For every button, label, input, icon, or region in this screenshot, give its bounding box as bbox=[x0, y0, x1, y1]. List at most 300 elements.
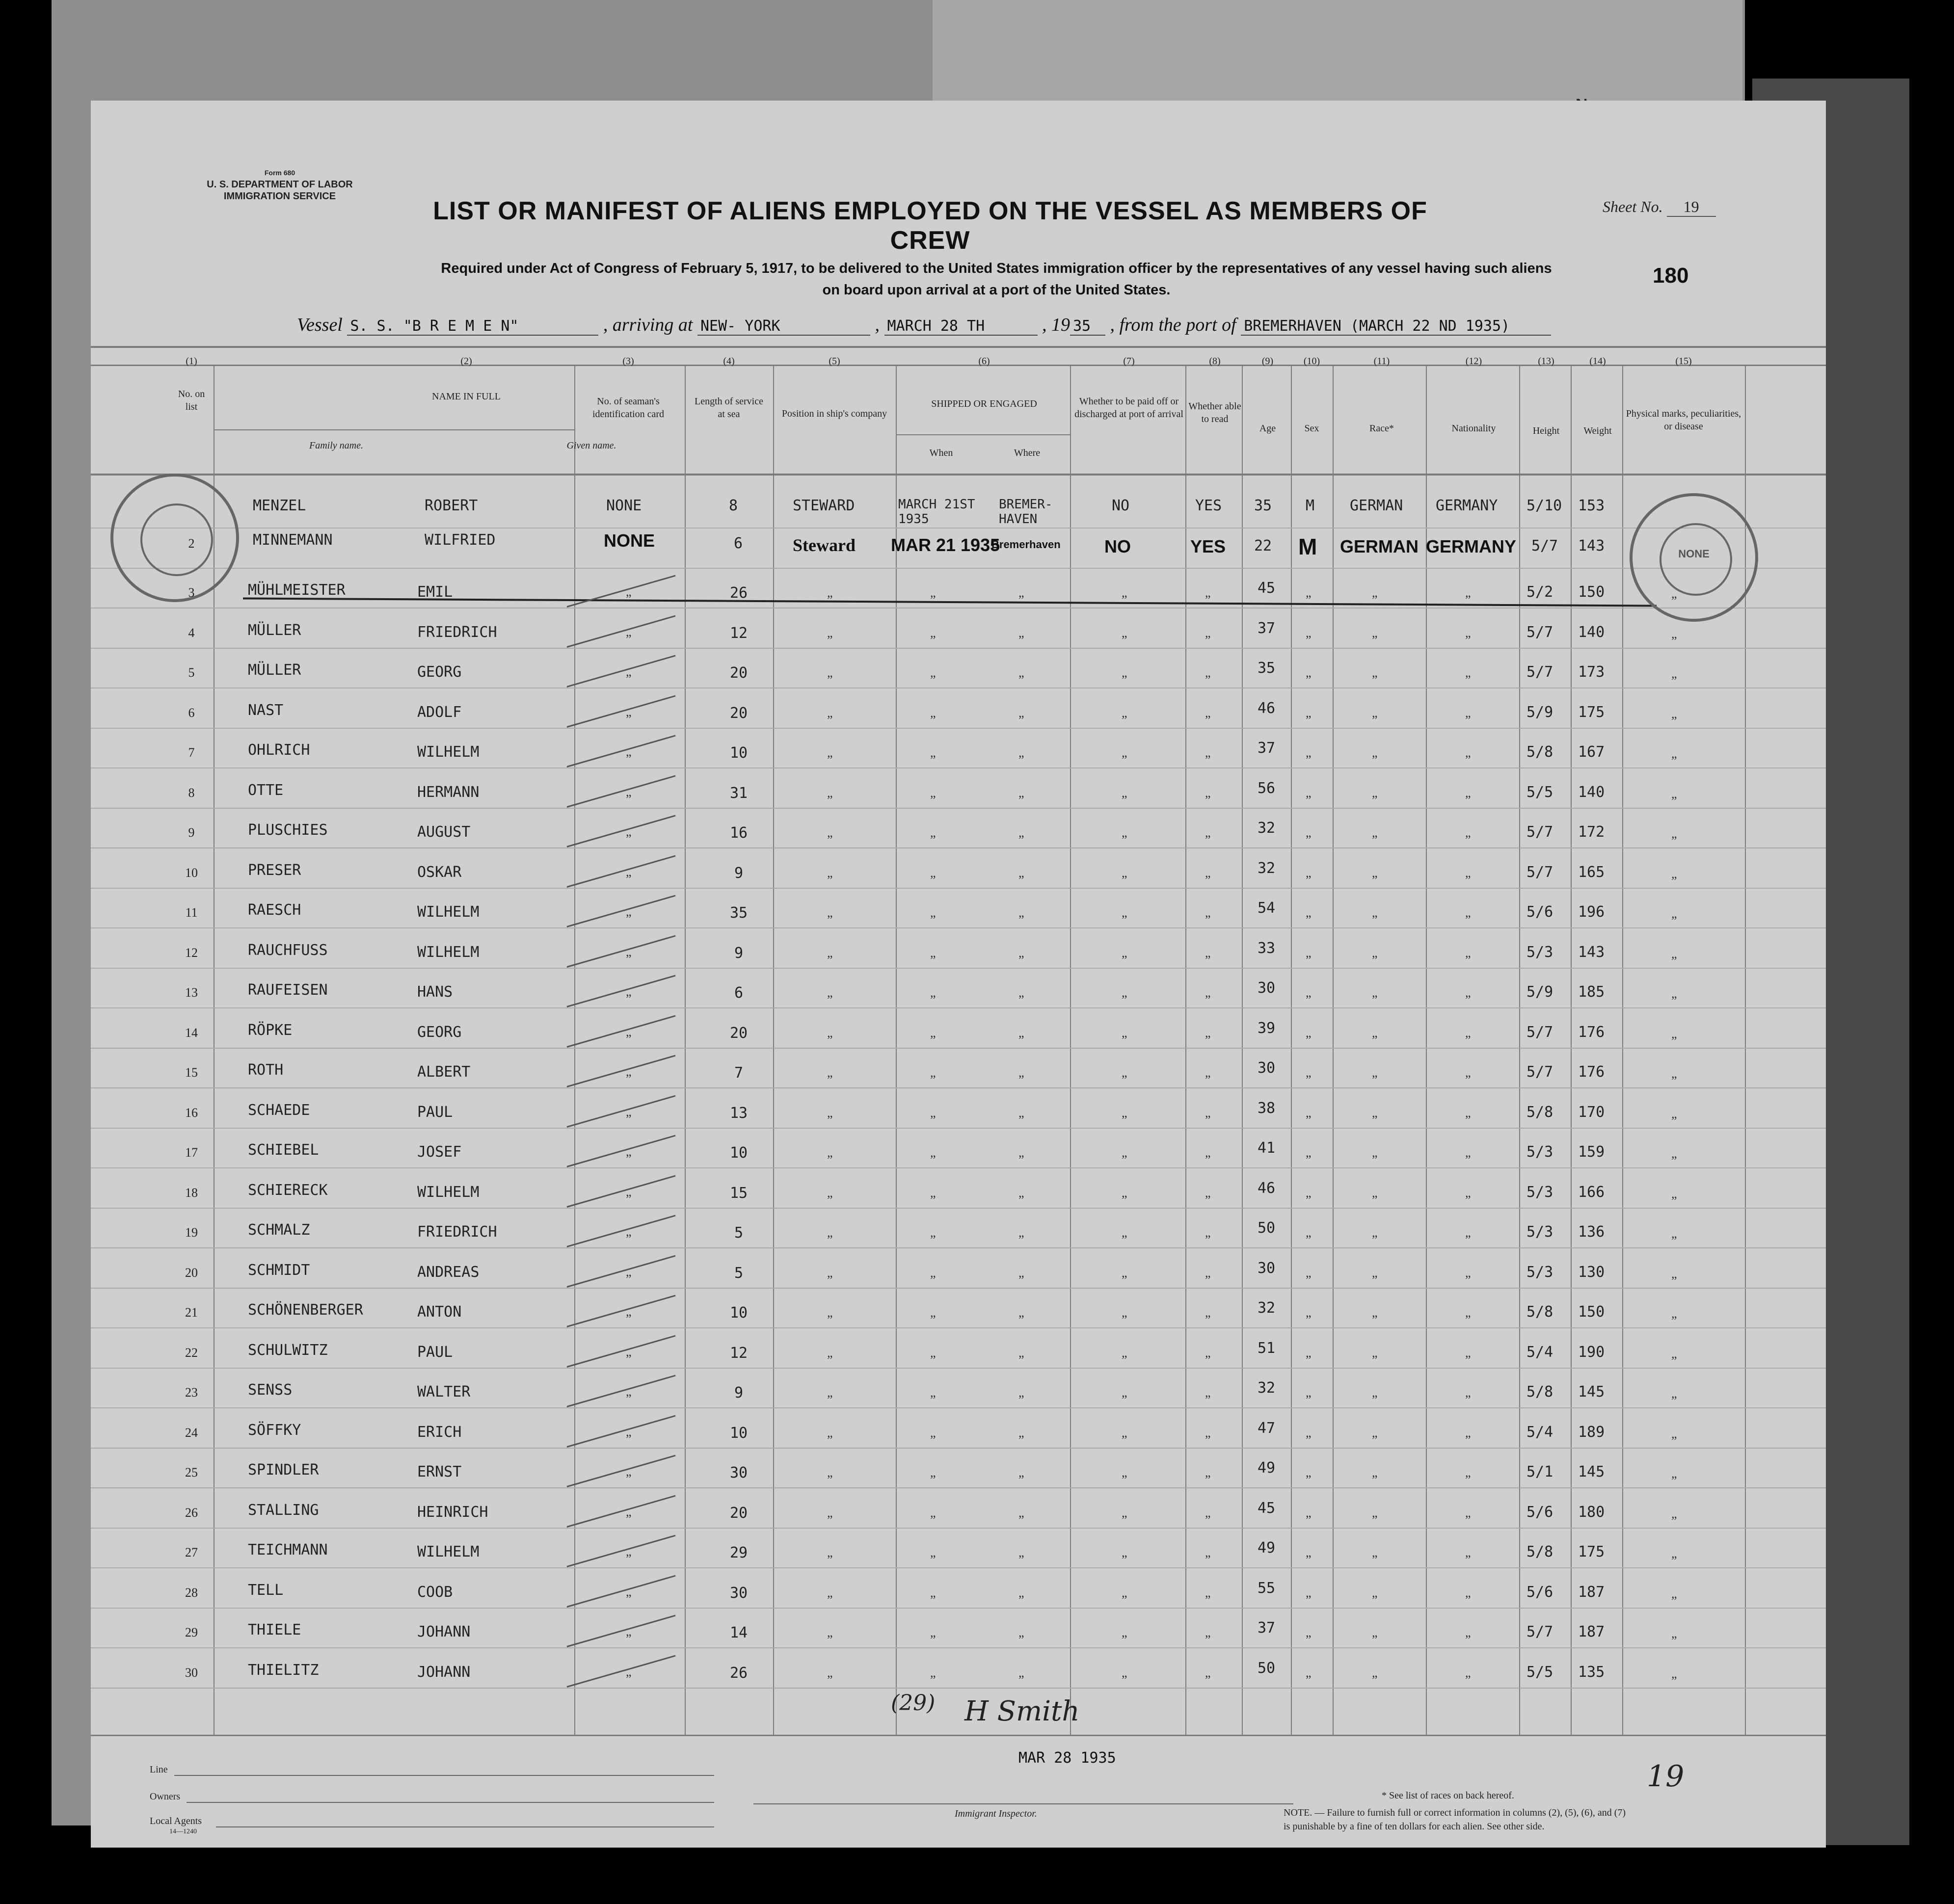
card-ditto: „ bbox=[626, 1024, 632, 1039]
service-length: 10 bbox=[729, 1144, 748, 1162]
weight: 176 bbox=[1578, 1023, 1605, 1041]
struck-nationality: GERMANY bbox=[1436, 497, 1498, 514]
paid-ditto: „ bbox=[1122, 1345, 1127, 1360]
where-ditto: „ bbox=[1018, 745, 1024, 760]
col12-header: Nationality bbox=[1451, 423, 1496, 434]
family-name: MÜLLER bbox=[248, 661, 301, 679]
manifest-sheet bbox=[91, 101, 1826, 1848]
height: 5/8 bbox=[1526, 1103, 1553, 1121]
sex-ditto: „ bbox=[1306, 985, 1312, 1000]
marks-ditto: „ bbox=[1671, 626, 1677, 641]
sex-ditto: „ bbox=[1306, 1145, 1312, 1160]
service-length: 20 bbox=[729, 1024, 748, 1042]
marks-ditto: „ bbox=[1671, 1626, 1677, 1640]
race-ditto: „ bbox=[1372, 585, 1378, 600]
family-name: NAST bbox=[248, 701, 284, 719]
weight: 187 bbox=[1578, 1623, 1605, 1640]
marks-ditto: „ bbox=[1671, 1226, 1677, 1241]
row-line bbox=[91, 1208, 1826, 1209]
marks-ditto: „ bbox=[1671, 1266, 1677, 1281]
service-length: 31 bbox=[729, 784, 748, 802]
race: GERMAN bbox=[1340, 536, 1419, 556]
sheet-number-value: 19 bbox=[1667, 198, 1716, 217]
row-number: 14 bbox=[185, 1025, 198, 1040]
service-length: 13 bbox=[729, 1104, 748, 1122]
where-ditto: „ bbox=[1018, 1305, 1024, 1320]
family-name: SPINDLER bbox=[248, 1461, 319, 1479]
service-length: 15 bbox=[729, 1184, 748, 1202]
row-line bbox=[91, 1647, 1826, 1648]
nationality-ditto: „ bbox=[1465, 1185, 1471, 1200]
card-ditto: „ bbox=[626, 584, 632, 599]
given-name: WILHELM bbox=[417, 1183, 480, 1201]
height: 5/3 bbox=[1526, 1223, 1553, 1241]
family-name: RÖPKE bbox=[248, 1021, 293, 1039]
race-ditto: „ bbox=[1372, 1385, 1378, 1400]
read-ditto: „ bbox=[1205, 1345, 1211, 1360]
card-pencil-stroke bbox=[567, 575, 676, 608]
service-length: 35 bbox=[729, 904, 748, 922]
where-ditto: „ bbox=[1018, 905, 1024, 920]
paid-ditto: „ bbox=[1122, 1145, 1127, 1160]
sex-ditto: „ bbox=[1306, 1265, 1312, 1280]
when-ditto: „ bbox=[930, 945, 936, 960]
marks-ditto: „ bbox=[1671, 1026, 1677, 1041]
card-pencil-stroke bbox=[567, 615, 676, 647]
given-name: WILHELM bbox=[417, 743, 480, 761]
when-ditto: „ bbox=[930, 1425, 936, 1440]
marks-ditto: „ bbox=[1671, 786, 1677, 801]
marks-ditto: „ bbox=[1671, 1346, 1677, 1361]
marks-ditto: „ bbox=[1671, 866, 1677, 881]
card-ditto: „ bbox=[626, 864, 632, 879]
row-number: 24 bbox=[185, 1425, 198, 1440]
family-name: ROTH bbox=[248, 1061, 284, 1079]
row-line bbox=[91, 927, 1826, 928]
nationality-ditto: „ bbox=[1465, 745, 1471, 760]
when-ditto: „ bbox=[930, 625, 936, 640]
where-ditto: „ bbox=[1018, 1505, 1024, 1520]
weight: 140 bbox=[1578, 783, 1605, 801]
column-divider bbox=[896, 366, 897, 1735]
position-ditto: „ bbox=[827, 665, 833, 680]
when-ditto: „ bbox=[930, 1505, 936, 1520]
card-pencil-stroke bbox=[567, 1015, 676, 1047]
row-number: 30 bbox=[185, 1665, 198, 1680]
family-name: STALLING bbox=[248, 1501, 319, 1519]
row-number: 12 bbox=[185, 945, 198, 960]
struck-read: YES bbox=[1195, 497, 1222, 514]
when-ditto: „ bbox=[930, 1545, 936, 1560]
when-ditto: „ bbox=[930, 1145, 936, 1160]
given-name: HERMANN bbox=[417, 783, 480, 801]
weight: 166 bbox=[1578, 1183, 1605, 1201]
nationality-ditto: „ bbox=[1465, 825, 1471, 840]
row-line bbox=[91, 1087, 1826, 1088]
marks-ditto: „ bbox=[1671, 1186, 1677, 1201]
family-name: SCHULWITZ bbox=[248, 1341, 328, 1359]
shipped-where: Bremerhaven bbox=[991, 538, 1061, 551]
read-ditto: „ bbox=[1205, 665, 1211, 680]
given-name: ERICH bbox=[417, 1423, 462, 1441]
family-name: OTTE bbox=[248, 781, 284, 799]
position: Steward bbox=[793, 535, 856, 555]
card-ditto: „ bbox=[626, 824, 632, 839]
row-line bbox=[91, 1688, 1826, 1689]
sex-ditto: „ bbox=[1306, 1625, 1312, 1640]
card-ditto: „ bbox=[626, 1384, 632, 1399]
struck-card: NONE bbox=[606, 497, 642, 514]
weight: 165 bbox=[1578, 863, 1605, 881]
struck-where: BREMER- HAVEN bbox=[999, 497, 1053, 527]
read-ditto: „ bbox=[1205, 1225, 1211, 1240]
paid-ditto: „ bbox=[1122, 825, 1127, 840]
row-number: 22 bbox=[185, 1345, 198, 1360]
paid-ditto: „ bbox=[1122, 1265, 1127, 1280]
card-pencil-stroke bbox=[567, 655, 676, 688]
marks-ditto: „ bbox=[1671, 586, 1677, 601]
given-name: AUGUST bbox=[417, 823, 471, 841]
weight: 170 bbox=[1578, 1103, 1605, 1121]
column-divider bbox=[1571, 366, 1572, 1735]
position-ditto: „ bbox=[827, 1625, 833, 1640]
weight: 140 bbox=[1578, 623, 1605, 641]
height: 5/3 bbox=[1526, 1183, 1553, 1201]
card-ditto: „ bbox=[626, 1184, 632, 1199]
read-ditto: „ bbox=[1205, 1585, 1211, 1600]
weight: 190 bbox=[1578, 1343, 1605, 1361]
row-number: 21 bbox=[185, 1305, 198, 1320]
given-name: JOHANN bbox=[417, 1663, 471, 1681]
row-number: 6 bbox=[188, 705, 195, 720]
col8-number: (8) bbox=[1209, 356, 1221, 367]
sex-ditto: „ bbox=[1306, 745, 1312, 760]
race-ditto: „ bbox=[1372, 1545, 1378, 1560]
race-note: * See list of races on back hereof. bbox=[1382, 1790, 1514, 1801]
age: 56 bbox=[1257, 779, 1276, 797]
row-number: 11 bbox=[185, 905, 198, 920]
background-sheet-top bbox=[933, 0, 1742, 118]
row-number: 26 bbox=[185, 1505, 198, 1520]
when-ditto: „ bbox=[930, 745, 936, 760]
column-divider bbox=[1622, 366, 1623, 1735]
position-ditto: „ bbox=[827, 1185, 833, 1200]
weight: 175 bbox=[1578, 703, 1605, 721]
when-ditto: „ bbox=[930, 585, 936, 600]
where-ditto: „ bbox=[1018, 585, 1024, 600]
struck-paid: NO bbox=[1112, 497, 1130, 514]
position-ditto: „ bbox=[827, 1385, 833, 1400]
line-field bbox=[174, 1775, 714, 1776]
read-ditto: „ bbox=[1205, 705, 1211, 720]
paid-ditto: „ bbox=[1122, 1665, 1127, 1680]
given-name: WILHELM bbox=[417, 943, 480, 961]
where-ditto: „ bbox=[1018, 785, 1024, 800]
column-divider bbox=[773, 366, 774, 1735]
where-ditto: „ bbox=[1018, 1025, 1024, 1040]
height: 5/7 bbox=[1526, 823, 1553, 841]
age: 33 bbox=[1257, 939, 1276, 957]
row-number: 28 bbox=[185, 1585, 198, 1600]
col7-header: Whether to be paid off or discharged at port of arrival bbox=[1074, 396, 1183, 420]
paid-ditto: „ bbox=[1122, 945, 1127, 960]
weight: 145 bbox=[1578, 1463, 1605, 1481]
given-name: HANS bbox=[417, 983, 453, 1001]
height: 5/4 bbox=[1526, 1343, 1553, 1361]
card-ditto: „ bbox=[626, 1504, 632, 1519]
paid-ditto: „ bbox=[1122, 585, 1127, 600]
service-length: 12 bbox=[729, 1344, 748, 1362]
row-line bbox=[91, 528, 1826, 529]
read-ditto: „ bbox=[1205, 1265, 1211, 1280]
where-ditto: „ bbox=[1018, 1585, 1024, 1600]
nationality-ditto: „ bbox=[1465, 905, 1471, 920]
height: 5/5 bbox=[1526, 783, 1553, 801]
position-ditto: „ bbox=[827, 1025, 833, 1040]
age: 51 bbox=[1257, 1339, 1276, 1357]
read-ditto: „ bbox=[1205, 1185, 1211, 1200]
card-pencil-stroke bbox=[567, 1455, 676, 1487]
race-ditto: „ bbox=[1372, 1625, 1378, 1640]
card-ditto: „ bbox=[626, 784, 632, 799]
height: 5/8 bbox=[1526, 1383, 1553, 1401]
age: 32 bbox=[1257, 820, 1276, 837]
weight: 173 bbox=[1578, 663, 1605, 681]
paid-ditto: „ bbox=[1122, 625, 1127, 640]
card-ditto: „ bbox=[626, 1344, 632, 1359]
race-ditto: „ bbox=[1372, 1065, 1378, 1080]
row-line bbox=[91, 1368, 1826, 1369]
where-ditto: „ bbox=[1018, 825, 1024, 840]
col12-number: (12) bbox=[1465, 356, 1482, 367]
row-line bbox=[91, 1007, 1826, 1008]
given-name: ADOLF bbox=[417, 703, 462, 721]
when-ditto: „ bbox=[930, 985, 936, 1000]
struck-family: MENZEL bbox=[253, 497, 306, 514]
paid-ditto: „ bbox=[1122, 1305, 1127, 1320]
position-ditto: „ bbox=[827, 1065, 833, 1080]
marks-ditto: „ bbox=[1671, 946, 1677, 961]
col11-header: Race* bbox=[1369, 423, 1394, 434]
nationality-ditto: „ bbox=[1465, 1545, 1471, 1560]
nationality: GERMANY bbox=[1426, 536, 1517, 556]
race-ditto: „ bbox=[1372, 1585, 1378, 1600]
read-ditto: „ bbox=[1205, 1425, 1211, 1440]
family-name: TELL bbox=[248, 1581, 284, 1599]
row-number: 7 bbox=[188, 745, 195, 760]
row-line bbox=[91, 1128, 1826, 1129]
row-number: 29 bbox=[185, 1625, 198, 1640]
read-ditto: „ bbox=[1205, 585, 1211, 600]
given-name: FRIEDRICH bbox=[417, 1223, 497, 1241]
service-length: 6 bbox=[734, 984, 744, 1002]
col4-header: Length of service at sea bbox=[695, 396, 763, 420]
seal-eagle-icon bbox=[140, 503, 213, 576]
given-name: JOHANN bbox=[417, 1623, 471, 1640]
marks-ditto: „ bbox=[1671, 1066, 1677, 1081]
department-header bbox=[167, 167, 393, 202]
paid-ditto: „ bbox=[1122, 705, 1127, 720]
weight: 187 bbox=[1578, 1583, 1605, 1601]
card-pencil-stroke bbox=[567, 1055, 676, 1087]
age: 32 bbox=[1257, 859, 1276, 877]
card-pencil-stroke bbox=[567, 1095, 676, 1127]
inspector-label: Immigrant Inspector. bbox=[955, 1808, 1037, 1819]
position-ditto: „ bbox=[827, 785, 833, 800]
service-length: 5 bbox=[734, 1264, 744, 1282]
race-ditto: „ bbox=[1372, 945, 1378, 960]
row-line bbox=[91, 1487, 1826, 1488]
header-subdivider bbox=[214, 429, 574, 430]
marks-ditto: „ bbox=[1671, 906, 1677, 921]
family-name: SCHÖNENBERGER bbox=[248, 1301, 363, 1319]
age: 35 bbox=[1257, 660, 1276, 677]
height: 5/6 bbox=[1526, 1503, 1553, 1521]
card-ditto: „ bbox=[626, 944, 632, 959]
height: 5/7 bbox=[1526, 1023, 1553, 1041]
subtitle-line-1: Required under Act of Congress of February 5, 1917, to be delivered to the United States immigration officer by the representatives of any vessel having such aliens bbox=[441, 261, 1552, 276]
race-ditto: „ bbox=[1372, 1345, 1378, 1360]
family-name: SCHMALZ bbox=[248, 1221, 310, 1239]
position-ditto: „ bbox=[827, 705, 833, 720]
card-pencil-stroke bbox=[567, 1175, 676, 1207]
given-name: PAUL bbox=[417, 1343, 453, 1361]
row-line bbox=[91, 1407, 1826, 1408]
card-ditto: „ bbox=[626, 1584, 632, 1599]
strike-through-line bbox=[243, 597, 1657, 607]
height: 5/7 bbox=[1526, 663, 1553, 681]
height: 5/8 bbox=[1526, 743, 1553, 761]
nationality-ditto: „ bbox=[1465, 1465, 1471, 1480]
row-number: 2 bbox=[188, 536, 195, 551]
paid-ditto: „ bbox=[1122, 985, 1127, 1000]
service-length: 16 bbox=[729, 824, 748, 842]
service-length: 20 bbox=[729, 1504, 748, 1522]
when-ditto: „ bbox=[930, 1305, 936, 1320]
position-ditto: „ bbox=[827, 905, 833, 920]
nationality-ditto: „ bbox=[1465, 785, 1471, 800]
column-divider bbox=[1519, 366, 1520, 1735]
sex-ditto: „ bbox=[1306, 625, 1312, 640]
where-ditto: „ bbox=[1018, 985, 1024, 1000]
col10-header: Sex bbox=[1304, 423, 1319, 434]
paid-ditto: „ bbox=[1122, 905, 1127, 920]
when-ditto: „ bbox=[930, 705, 936, 720]
race-ditto: „ bbox=[1372, 1025, 1378, 1040]
weight: 167 bbox=[1578, 743, 1605, 761]
family-name: THIELITZ bbox=[248, 1661, 319, 1679]
nationality-ditto: „ bbox=[1465, 1665, 1471, 1680]
where-ditto: „ bbox=[1018, 1385, 1024, 1400]
row-number: 9 bbox=[188, 825, 195, 840]
col1-number: (1) bbox=[186, 356, 197, 367]
row-number: 17 bbox=[185, 1145, 198, 1160]
sex-ditto: „ bbox=[1306, 585, 1312, 600]
inspector-signature-line bbox=[753, 1803, 1293, 1804]
nationality-ditto: „ bbox=[1465, 1025, 1471, 1040]
weight: 130 bbox=[1578, 1263, 1605, 1281]
col14-header: Weight bbox=[1583, 425, 1612, 436]
age: 32 bbox=[1257, 1299, 1276, 1317]
service-length: 30 bbox=[729, 1464, 748, 1481]
sex-ditto: „ bbox=[1306, 1305, 1312, 1320]
where-ditto: „ bbox=[1018, 625, 1024, 640]
given-name: HEINRICH bbox=[417, 1503, 488, 1521]
family-name: RAUCHFUSS bbox=[248, 941, 328, 959]
where-ditto: „ bbox=[1018, 1465, 1024, 1480]
service-length: 9 bbox=[734, 944, 744, 962]
subtitle-line-2: on board upon arrival at a port of the United States. bbox=[822, 282, 1171, 298]
service-length: 6 bbox=[734, 535, 743, 552]
where-ditto: „ bbox=[1018, 1065, 1024, 1080]
row-number: 13 bbox=[185, 985, 198, 1000]
service-length: 26 bbox=[729, 1664, 748, 1682]
when-ditto: „ bbox=[930, 665, 936, 680]
height: 5/7 bbox=[1531, 537, 1558, 555]
when-ditto: „ bbox=[930, 905, 936, 920]
shipped-where-header: Where bbox=[1014, 448, 1041, 458]
vessel-line: Vessel S. S. "B R E M E N" , arriving at NEW- YORK , MARCH 28 TH , 19 35 , from the port of BREMERHAVEN (MARCH 22 ND 1935) bbox=[297, 314, 1551, 336]
page-mark: 19 bbox=[1647, 1759, 1685, 1794]
paid-ditto: „ bbox=[1122, 1105, 1127, 1120]
nationality-ditto: „ bbox=[1465, 1345, 1471, 1360]
header-subdivider bbox=[896, 434, 1070, 435]
col13-header: Height bbox=[1532, 425, 1560, 436]
height: 5/7 bbox=[1526, 1623, 1553, 1640]
card-pencil-stroke bbox=[567, 1255, 676, 1287]
paid-ditto: „ bbox=[1122, 1625, 1127, 1640]
age: 45 bbox=[1257, 1499, 1276, 1517]
family-name: SCHAEDE bbox=[248, 1101, 310, 1119]
row-line bbox=[91, 767, 1826, 768]
card-ditto: „ bbox=[626, 624, 632, 639]
nationality-ditto: „ bbox=[1465, 1265, 1471, 1280]
nationality-ditto: „ bbox=[1465, 705, 1471, 720]
race-ditto: „ bbox=[1372, 625, 1378, 640]
service-length: 29 bbox=[729, 1544, 748, 1561]
paid-ditto: „ bbox=[1122, 745, 1127, 760]
row-line bbox=[91, 1608, 1826, 1609]
paid-ditto: „ bbox=[1122, 785, 1127, 800]
family-name: SENSS bbox=[248, 1381, 293, 1399]
sex-ditto: „ bbox=[1306, 865, 1312, 880]
weight: 135 bbox=[1578, 1663, 1605, 1681]
col3-header: No. of seaman's identification card bbox=[592, 396, 665, 420]
position-ditto: „ bbox=[827, 985, 833, 1000]
read-ditto: „ bbox=[1205, 905, 1211, 920]
seal-none-text: NONE bbox=[1678, 548, 1710, 560]
when-ditto: „ bbox=[930, 825, 936, 840]
read-ditto: „ bbox=[1205, 1665, 1211, 1680]
weight: 150 bbox=[1578, 583, 1605, 601]
age: 37 bbox=[1257, 1619, 1276, 1637]
card-pencil-stroke bbox=[567, 1375, 676, 1407]
marks-ditto: „ bbox=[1671, 1146, 1677, 1161]
from-label: , from the port of bbox=[1110, 315, 1236, 335]
where-ditto: „ bbox=[1018, 1425, 1024, 1440]
family-name: RAUFEISEN bbox=[248, 981, 328, 999]
weight: 180 bbox=[1578, 1503, 1605, 1521]
card-ditto: „ bbox=[626, 1424, 632, 1439]
card-pencil-stroke bbox=[567, 1495, 676, 1527]
inspector-signature: H Smith bbox=[964, 1695, 1080, 1727]
card-pencil-stroke bbox=[567, 1575, 676, 1607]
age: 37 bbox=[1257, 619, 1276, 637]
column-divider bbox=[1291, 366, 1292, 1735]
row-number: 5 bbox=[188, 665, 195, 680]
header-rule bbox=[91, 346, 1826, 348]
position-ditto: „ bbox=[827, 1305, 833, 1320]
